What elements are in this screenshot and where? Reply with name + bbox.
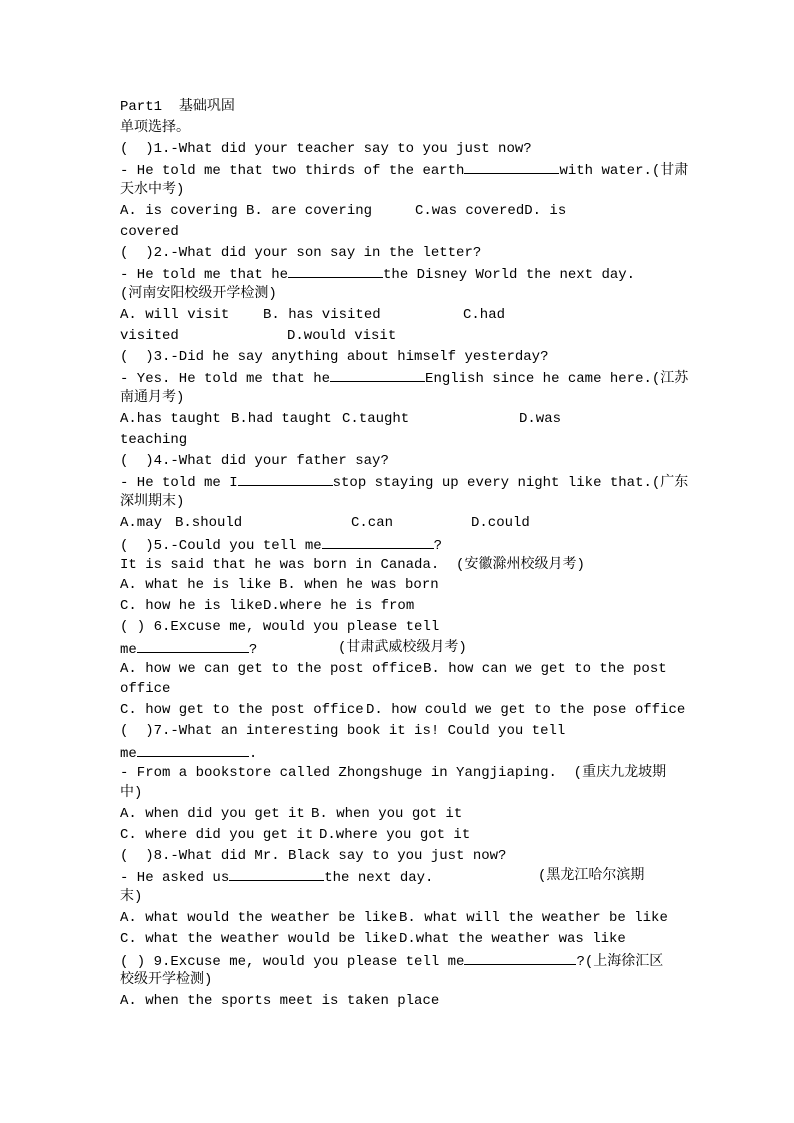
option-c: C.was coveredD. is (415, 202, 567, 219)
answer-blank (238, 471, 333, 486)
question-6-line: me ? (甘肃武威校级月考) (120, 639, 467, 658)
answer-blank (137, 742, 249, 757)
option-d: D.what the weather was like (399, 930, 626, 947)
question-2-source: (河南安阳校级开学检测) (120, 286, 277, 303)
question-7-options-cd (120, 825, 676, 846)
question-6-options-ab-cont: office (120, 681, 171, 698)
option-a: A.may (120, 514, 163, 531)
section-title: 单项选择。 (120, 119, 190, 136)
option-a: A. what he is like (120, 577, 272, 594)
question-8-source-cont: 末) (120, 889, 143, 906)
question-7-source-cont: 中) (120, 785, 143, 802)
option-a: A. is covering (120, 202, 238, 219)
question-7-prompt: ( )7.-What an interesting book it is! Could you tell (120, 722, 566, 739)
question-3-source: 南通月考) (120, 390, 185, 407)
option-d: D.could (471, 514, 530, 531)
question-8-options-ab (120, 908, 676, 929)
option-a: A. how we can get to the post office (120, 660, 423, 677)
option-b: B. when you got it (311, 806, 463, 823)
option-d: D. how could we get to the pose office (366, 702, 686, 719)
option-a: A. will visit (120, 306, 230, 323)
answer-blank (322, 534, 434, 549)
answer-blank (288, 263, 383, 278)
question-6-options-cd (120, 700, 686, 721)
option-c: C.taught (342, 410, 410, 427)
option-a: A. what would the weather be like (120, 910, 398, 927)
question-1-options (120, 201, 676, 222)
option-d: D.where he is from (263, 598, 415, 615)
option-b: B. how can we get to the post (423, 660, 667, 677)
part-title: 基础巩固 (178, 99, 235, 115)
part-heading (120, 97, 676, 118)
option-c: C.had (463, 306, 506, 323)
option-b: B. are covering (246, 202, 373, 219)
option-c: C. where did you get it (120, 826, 314, 843)
option-b: B.should (175, 514, 243, 531)
answer-blank (330, 367, 425, 382)
question-4-line: - He told me I stop staying up every night like that.(广东 (120, 471, 676, 492)
question-3-line: - Yes. He told me that he English since he came here.(江苏 (120, 367, 676, 388)
question-2-prompt: ( )2.-What did your son say in the letter? (120, 244, 482, 261)
question-8-prompt: ( )8.-What did Mr. Black say to you just now? (120, 847, 507, 864)
option-a: A.has taught (120, 410, 221, 427)
question-4-prompt: ( )4.-What did your father say? (120, 452, 389, 469)
question-4-source: 深圳期末) (120, 494, 185, 511)
worksheet-page (120, 97, 689, 1012)
answer-blank (464, 950, 576, 965)
question-1-prompt: ( )1.-What did your teacher say to you just now? (120, 140, 532, 157)
question-9-option-a: A. when the sports meet is taken place (120, 993, 440, 1010)
question-7-options-ab (120, 804, 676, 825)
question-7-answer: - From a bookstore called Zhongshuge in Yangjiaping. (重庆九龙坡期 (120, 764, 667, 781)
answer-blank (464, 159, 559, 174)
question-9-source-cont: 校级开学检测) (120, 972, 213, 989)
question-2-line: - He told me that he the Disney World the next day. (120, 263, 676, 284)
question-3-options-cont: teaching (120, 431, 188, 448)
question-5-options-cd (120, 596, 676, 617)
answer-blank (137, 638, 249, 653)
question-3-prompt: ( )3.-Did he say anything about himself yesterday? (120, 348, 549, 365)
option-d: D.where you got it (319, 826, 471, 843)
option-b: B. when he was born (279, 577, 439, 594)
question-1-line: - He told me that two thirds of the earth with water.(甘肃 (120, 159, 676, 180)
option-a: A. when did you get it (120, 806, 305, 823)
option-c: C.can (351, 514, 394, 531)
answer-blank (229, 866, 324, 881)
option-b: B.had taught (231, 410, 332, 427)
question-5-prompt: ( )5.-Could you tell me ? (120, 534, 676, 555)
option-d: D.was (519, 410, 562, 427)
question-6-options-ab (120, 659, 676, 680)
question-5-options-ab (120, 575, 676, 596)
question-1-source: 天水中考) (120, 182, 185, 199)
question-9-prompt: ( ) 9.Excuse me, would you please tell me ?(上海徐汇区 (120, 950, 676, 971)
option-d: D.would visit (287, 327, 397, 344)
question-2-options-cont: visited D.would visit (120, 326, 676, 347)
option-c: C. what the weather would be like (120, 930, 398, 947)
question-6-prompt: ( ) 6.Excuse me, would you please tell (120, 618, 440, 635)
option-c: C. how he is like (120, 598, 263, 615)
question-4-options (120, 513, 676, 534)
option-b: B. has visited (263, 306, 381, 323)
question-8-line: - He asked us the next day. (黑龙江哈尔滨期 (120, 868, 645, 887)
question-7-line: me . (120, 742, 676, 763)
part-label: Part1 (120, 99, 163, 115)
question-3-options (120, 409, 676, 430)
question-2-options (120, 305, 676, 326)
question-5-line: It is said that he was born in Canada. (安徽滁州校级月考) (120, 556, 585, 573)
question-1-options-cont: covered (120, 223, 179, 240)
question-8-options-cd (120, 929, 676, 950)
option-c: C. how get to the post office (120, 702, 364, 719)
option-b: B. what will the weather be like (399, 910, 668, 927)
